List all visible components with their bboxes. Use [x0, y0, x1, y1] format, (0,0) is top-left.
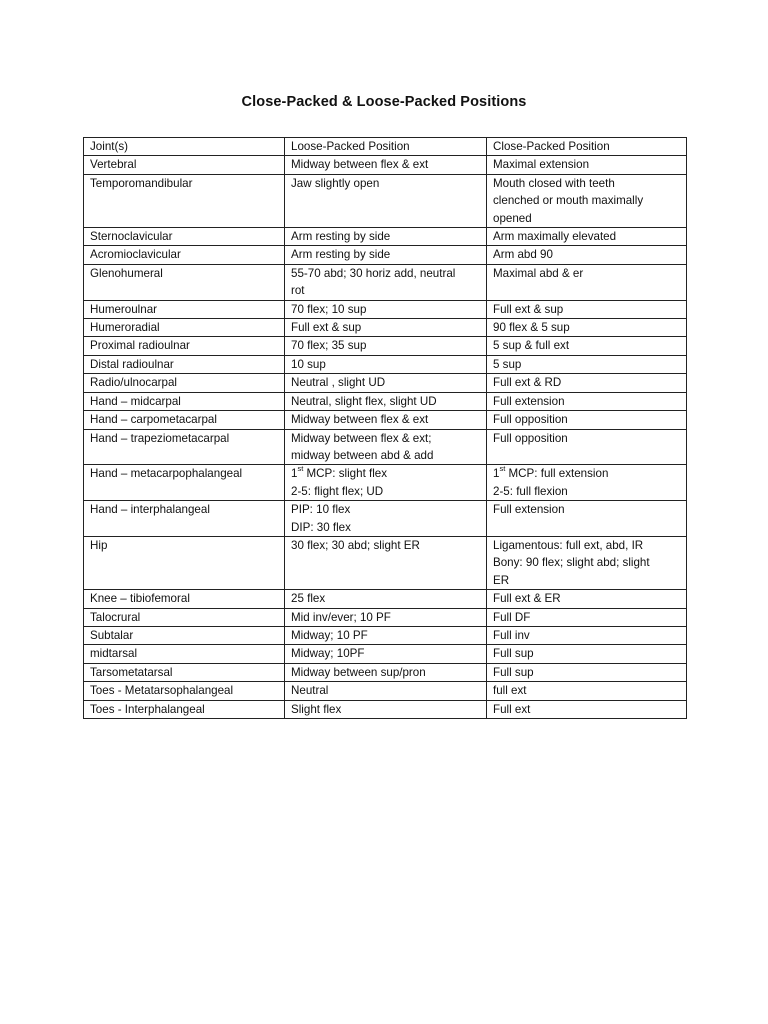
loose-packed-cell — [285, 337, 487, 355]
cell-text-line: midtarsal — [90, 647, 138, 661]
joint-cell — [84, 608, 285, 626]
header-joints: Joint(s) — [84, 138, 285, 156]
table-row — [84, 300, 687, 318]
close-packed-cell — [487, 626, 687, 644]
joint-cell — [84, 626, 285, 644]
close-packed-cell — [487, 429, 687, 465]
loose-packed-cell — [285, 156, 487, 174]
cell-text-line: Arm maximally elevated — [493, 230, 617, 244]
cell-text-line: Full ext & sup — [493, 302, 564, 316]
table-row — [84, 228, 687, 246]
table-header-row — [84, 138, 687, 156]
cell-text-line: Hand – metacarpophalangeal — [90, 467, 243, 481]
close-packed-cell — [487, 465, 687, 501]
cell-text-line: 2-5: full flexion — [493, 484, 568, 498]
close-packed-cell — [487, 300, 687, 318]
cell-text-line: 25 flex — [291, 592, 326, 606]
joint-cell — [84, 501, 285, 537]
loose-packed-cell — [285, 429, 487, 465]
loose-packed-cell — [285, 300, 487, 318]
cell-text-line: 10 sup — [291, 357, 326, 371]
cell-text-line: Tarsometatarsal — [90, 665, 173, 679]
close-packed-cell — [487, 337, 687, 355]
cell-text-line: Toes - Metatarsophalangeal — [90, 684, 234, 698]
table-row — [84, 392, 687, 410]
loose-packed-cell — [285, 682, 487, 700]
close-packed-cell — [487, 264, 687, 300]
cell-text-line: Temporomandibular — [90, 176, 193, 190]
cell-text-line: 70 flex; 10 sup — [291, 302, 367, 316]
cell-text-line: Arm resting by side — [291, 230, 391, 244]
cell-text-line: 1st MCP: slight flex — [291, 464, 388, 481]
cell-text-line: Ligamentous: full ext, abd, IR — [493, 538, 644, 552]
joint-cell — [84, 337, 285, 355]
cell-text-line: 55-70 abd; 30 horiz add, neutral — [291, 266, 456, 280]
cell-text-line: Full extension — [493, 503, 565, 517]
joint-cell — [84, 590, 285, 608]
table-row — [84, 608, 687, 626]
cell-text-line: Full sup — [493, 647, 534, 661]
joint-cell — [84, 156, 285, 174]
cell-text-line: Distal radioulnar — [90, 357, 174, 371]
joint-cell — [84, 355, 285, 373]
loose-packed-cell — [285, 319, 487, 337]
cell-text-line: 90 flex & 5 sup — [493, 321, 570, 335]
loose-packed-cell — [285, 501, 487, 537]
loose-packed-cell — [285, 663, 487, 681]
cell-text-line: Full DF — [493, 610, 531, 624]
loose-packed-cell — [285, 645, 487, 663]
cell-text-line: Midway between sup/pron — [291, 665, 426, 679]
cell-text-line: Full ext & RD — [493, 376, 562, 390]
cell-text-line: Radio/ulnocarpal — [90, 376, 178, 390]
table-row — [84, 465, 687, 501]
loose-packed-cell — [285, 264, 487, 300]
joint-cell — [84, 645, 285, 663]
cell-text-line: Talocrural — [90, 610, 141, 624]
close-packed-cell — [487, 156, 687, 174]
table-row — [84, 682, 687, 700]
table-row — [84, 411, 687, 429]
cell-text-line: Full sup — [493, 665, 534, 679]
close-packed-cell — [487, 645, 687, 663]
cell-text-line: 1st MCP: full extension — [493, 464, 609, 481]
joint-cell — [84, 319, 285, 337]
cell-text-line: 5 sup & full ext — [493, 339, 570, 353]
table-row — [84, 264, 687, 300]
close-packed-cell — [487, 374, 687, 392]
cell-text-line: Midway between flex & ext — [291, 413, 429, 427]
cell-text-line: Midway; 10 PF — [291, 628, 368, 642]
close-packed-cell — [487, 411, 687, 429]
cell-text-line: midway between abd & add — [291, 448, 434, 462]
table-row — [84, 700, 687, 718]
table-row — [84, 645, 687, 663]
cell-text-line: Hand – midcarpal — [90, 394, 181, 408]
table-row — [84, 626, 687, 644]
table-row — [84, 156, 687, 174]
cell-text-line: Neutral, slight flex, slight UD — [291, 394, 437, 408]
cell-text-line: Mid inv/ever; 10 PF — [291, 610, 391, 624]
loose-packed-cell — [285, 626, 487, 644]
joint-cell — [84, 246, 285, 264]
joint-cell — [84, 465, 285, 501]
cell-text-line: Hip — [90, 538, 108, 552]
table-row — [84, 429, 687, 465]
cell-text-line: Neutral , slight UD — [291, 376, 386, 390]
close-packed-cell — [487, 682, 687, 700]
cell-text-line: Maximal abd & er — [493, 266, 584, 280]
loose-packed-cell — [285, 392, 487, 410]
joint-cell — [84, 429, 285, 465]
close-packed-cell — [487, 536, 687, 589]
cell-text-line: Full opposition — [493, 413, 568, 427]
close-packed-cell — [487, 501, 687, 537]
cell-text-line: Arm abd 90 — [493, 248, 553, 262]
loose-packed-cell — [285, 700, 487, 718]
joint-cell — [84, 536, 285, 589]
cell-text-line: Toes - Interphalangeal — [90, 702, 205, 716]
close-packed-cell — [487, 228, 687, 246]
joint-cell — [84, 174, 285, 227]
cell-text-line: DIP: 30 flex — [291, 520, 351, 534]
cell-text-line: rot — [291, 284, 305, 298]
close-packed-cell — [487, 590, 687, 608]
cell-text-line: Neutral — [291, 684, 329, 698]
cell-text-line: PIP: 10 flex — [291, 503, 351, 517]
loose-packed-cell — [285, 608, 487, 626]
cell-text-line: Subtalar — [90, 628, 134, 642]
cell-text-line: Full extension — [493, 394, 565, 408]
cell-text-line: Jaw slightly open — [291, 176, 380, 190]
cell-text-line: Hand – interphalangeal — [90, 503, 210, 517]
cell-text-line: 2-5: flight flex; UD — [291, 484, 384, 498]
cell-text-line: Humeroradial — [90, 321, 160, 335]
cell-text-line: 70 flex; 35 sup — [291, 339, 367, 353]
table-row — [84, 501, 687, 537]
joint-cell — [84, 300, 285, 318]
cell-text-line: Arm resting by side — [291, 248, 391, 262]
cell-text-line: Proximal radioulnar — [90, 339, 190, 353]
close-packed-cell — [487, 174, 687, 227]
document-title: Close-Packed & Loose-Packed Positions — [241, 94, 527, 110]
table-row — [84, 590, 687, 608]
cell-text-line: 30 flex; 30 abd; slight ER — [291, 538, 420, 552]
close-packed-cell — [487, 319, 687, 337]
joint-cell — [84, 264, 285, 300]
table-body — [84, 156, 687, 719]
cell-text-line: Humeroulnar — [90, 302, 158, 316]
table-row — [84, 174, 687, 227]
loose-packed-cell — [285, 228, 487, 246]
cell-text-line: Acromioclavicular — [90, 248, 181, 262]
close-packed-cell — [487, 246, 687, 264]
cell-text-line: Midway; 10PF — [291, 647, 365, 661]
cell-text-line: Hand – carpometacarpal — [90, 413, 217, 427]
joint-cell — [84, 411, 285, 429]
table-row — [84, 319, 687, 337]
loose-packed-cell — [285, 174, 487, 227]
joint-cell — [84, 392, 285, 410]
cell-text-line: Midway between flex & ext — [291, 158, 429, 172]
close-packed-cell — [487, 608, 687, 626]
table-row — [84, 355, 687, 373]
cell-text-line: Maximal extension — [493, 158, 590, 172]
joint-cell — [84, 700, 285, 718]
cell-text-line: Vertebral — [90, 158, 137, 172]
loose-packed-cell — [285, 536, 487, 589]
loose-packed-cell — [285, 411, 487, 429]
table-row — [84, 536, 687, 589]
loose-packed-cell — [285, 374, 487, 392]
cell-text-line: ER — [493, 573, 510, 587]
cell-text-line: Full ext — [493, 702, 531, 716]
joint-positions-table — [83, 137, 687, 719]
table-row — [84, 374, 687, 392]
close-packed-cell — [487, 392, 687, 410]
joint-cell — [84, 374, 285, 392]
joint-cell — [84, 228, 285, 246]
cell-text-line: Midway between flex & ext; — [291, 431, 432, 445]
close-packed-cell — [487, 355, 687, 373]
cell-text-line: full ext — [493, 684, 527, 698]
cell-text-line: Slight flex — [291, 702, 342, 716]
cell-text-line: opened — [493, 211, 532, 225]
header-loose-packed: Loose-Packed Position — [285, 138, 487, 156]
cell-text-line: Glenohumeral — [90, 266, 163, 280]
loose-packed-cell — [285, 590, 487, 608]
cell-text-line: Knee – tibiofemoral — [90, 592, 190, 606]
joint-cell — [84, 663, 285, 681]
cell-text-line: Full inv — [493, 628, 530, 642]
close-packed-cell — [487, 700, 687, 718]
cell-text-line: 5 sup — [493, 357, 522, 371]
cell-text-line: clenched or mouth maximally — [493, 194, 644, 208]
table-row — [84, 246, 687, 264]
cell-text-line: Full ext & ER — [493, 592, 561, 606]
loose-packed-cell — [285, 246, 487, 264]
table-row — [84, 663, 687, 681]
cell-text-line: Full ext & sup — [291, 321, 362, 335]
loose-packed-cell — [285, 465, 487, 501]
cell-text-line: Sternoclavicular — [90, 230, 173, 244]
joint-cell — [84, 682, 285, 700]
loose-packed-cell — [285, 355, 487, 373]
cell-text-line: Bony: 90 flex; slight abd; slight — [493, 556, 650, 570]
cell-text-line: Hand – trapeziometacarpal — [90, 431, 230, 445]
table-row — [84, 337, 687, 355]
cell-text-line: Mouth closed with teeth — [493, 176, 615, 190]
cell-text-line: Full opposition — [493, 431, 568, 445]
close-packed-cell — [487, 663, 687, 681]
header-close-packed: Close-Packed Position — [487, 138, 687, 156]
